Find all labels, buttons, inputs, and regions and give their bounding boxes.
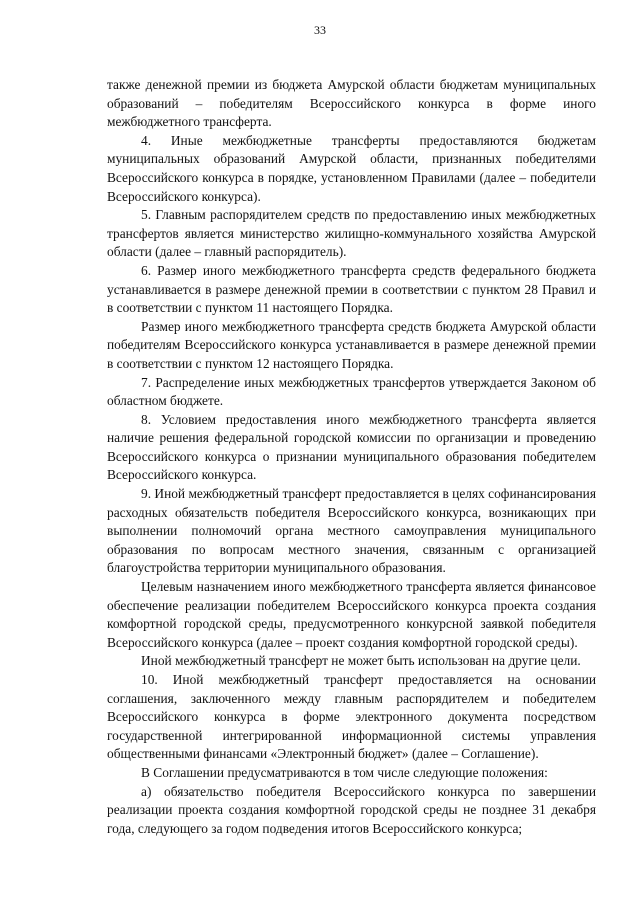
- paragraph-subitem-a: а) обязательство победителя Всероссийского конкурса по завершении реализации проекта создания комфортной городской среды не позднее 31 декабря года, следующего за годом подведения итогов Всероссийского конкурса;: [107, 783, 596, 836]
- paragraph-target-purpose: Целевым назначением иного межбюджетного трансферта является финансовое обеспечение реализации победителем Всероссийского конкурса проекта создания комфортной городской среды, предусмотренного конкурсной заявкой победителя Всероссийского конкурса (далее – проект создания комфортной городской среды).: [107, 579, 596, 650]
- paragraph-item-6: 6. Размер иного межбюджетного трансферта средств федерального бюджета устанавливается в размере денежной премии в соответствии с пунктом 28 Правил и в соответствии с пунктом 11 настоящего Порядка.: [107, 262, 596, 316]
- paragraph-item-10: 10. Иной межбюджетный трансферт предоставляется на основании соглашения, заключенного между главным распорядителем и победителем Всероссийского конкурса в форме электронного документа посредством государственной интегрированной информационной системы управления общественными финансами «Электронный бюджет» (далее – Соглашение).: [107, 672, 596, 762]
- paragraph-usage-restriction: Иной межбюджетный трансферт не может быть использован на другие цели.: [141, 653, 581, 669]
- paragraph-regional-budget: Размер иного межбюджетного трансферта средств бюджета Амурской области победителям Всероссийского конкурса устанавливается в размере денежной премии в соответствии с пунктом 12 настоящего Порядка.: [107, 318, 596, 371]
- paragraph-continuation: также денежной премии из бюджета Амурской области бюджетам муниципальных образований – победителям Всероссийского конкурса в форме иного межбюджетного трансферта.: [107, 77, 596, 130]
- paragraph-item-4: 4. Иные межбюджетные трансферты предоставляются бюджетам муниципальных образований Амурской области, признанных победителями Всероссийского конкурса в порядке, установленном Правилами (далее – победители Всероссийского конкурса).: [107, 132, 596, 204]
- paragraph-item-8: 8. Условием предоставления иного межбюджетного трансферта является наличие решения федеральной городской комиссии по организации и проведению Всероссийского конкурса о признании муниципального образования победителем Всероссийского конкурса.: [107, 411, 596, 483]
- paragraph-item-5: 5. Главным распорядителем средств по предоставлению иных межбюджетных трансфертов является министерство жилищно-коммунального хозяйства Амурской области (далее – главный распорядитель).: [107, 207, 596, 260]
- paragraph-agreement-provisions: В Соглашении предусматриваются в том числе следующие положения:: [141, 764, 548, 780]
- paragraph-item-9: 9. Иной межбюджетный трансферт предоставляется в целях софинансирования расходных обязательств победителя Всероссийского конкурса, возникающих при выполнении полномочий органа местного самоуправления муниципального образования по вопросам местного значения, связанным с организацией благоустройства территории муниципального образования.: [107, 486, 596, 576]
- paragraph-item-7: 7. Распределение иных межбюджетных трансфертов утверждается Законом об областном бюджете.: [107, 374, 596, 409]
- document-body: [107, 76, 596, 838]
- page-number: 33: [314, 23, 326, 37]
